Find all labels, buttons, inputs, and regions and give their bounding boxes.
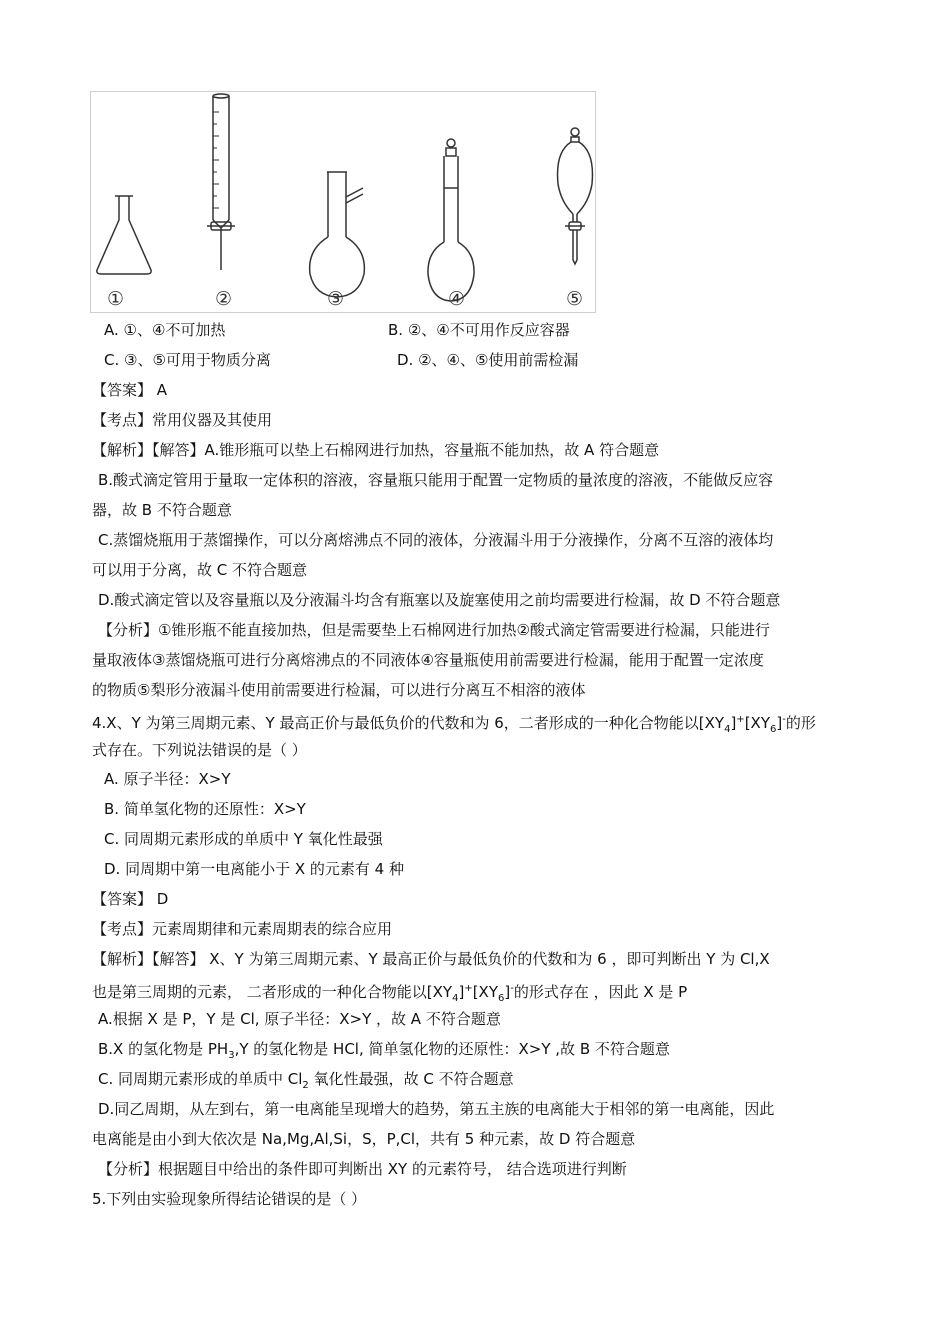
q4-option-c: C. 同周期元素形成的单质中 Y 氧化性最强 — [104, 830, 383, 848]
label-1: ① — [107, 288, 125, 310]
q4-explanation-2: 也是第三周期的元素， 二者形成的一种化合物能以$[XY_4]^+[XY_6]^-$的形式存在 ，因此 X 是 P — [92, 983, 688, 1004]
q3-explanation-5: 可以用于分离，故 C 不符合题意 — [92, 561, 308, 579]
q4-stem-2: 式存在。下列说法错误的是（ ） — [92, 741, 307, 759]
q3-analysis-3: 的物质⑤梨形分液漏斗使用前需要进行检漏，可以进行分离互不相溶的液体 — [92, 681, 586, 699]
q5-stem: 5.下列由实验现象所得结论错误的是（ ） — [92, 1190, 367, 1208]
separatory-funnel-icon — [558, 128, 593, 264]
label-3: ③ — [327, 288, 345, 310]
apparatus-figure — [90, 91, 596, 313]
q3-point: 【考点】常用仪器及其使用 — [92, 411, 273, 429]
q4-option-b: B. 简单氢化物的还原性：X>Y — [104, 800, 306, 818]
q4-point: 【考点】元素周期律和元素周期表的综合应用 — [92, 920, 393, 938]
q3-explanation-3: 器，故 B 不符合题意 — [92, 501, 232, 519]
label-5: ⑤ — [566, 288, 584, 310]
conical-flask-icon — [97, 196, 151, 274]
q3-explanation-2: B.酸式滴定管用于量取一定体积的溶液，容量瓶只能用于配置一定物质的量浓度的溶液，不能做反应容 — [98, 471, 774, 489]
q4-explanation-4: B.X 的氢化物是 $PH_3,Y$ 的氢化物是 HCl, 简单氢化物的还原性：X>Y ,故 B 不符合题意 — [98, 1040, 670, 1061]
q3-explanation-4: C.蒸馏烧瓶用于蒸馏操作，可以分离熔沸点不同的液体，分液漏斗用于分液操作，分离不互溶的液体均 — [98, 531, 774, 549]
burette-icon — [207, 94, 235, 270]
q4-explanation-1: 【解析】【解答】 X、Y 为第三周期元素、Y 最高正价与最低负价的代数和为 6 ，即可判断出 Y 为 Cl,X — [92, 950, 770, 968]
q4-option-a: A. 原子半径：X>Y — [104, 770, 231, 788]
q3-analysis-2: 量取液体③蒸馏烧瓶可进行分离熔沸点的不同液体④容量瓶使用前需要进行检漏，能用于配置一定浓度 — [92, 651, 764, 669]
q3-option-b: B. ②、④不可用作反应容器 — [388, 321, 570, 339]
q3-analysis-1: 【分析】①锥形瓶不能直接加热，但是需要垫上石棉网进行加热②酸式滴定管需要进行检漏，只能进行 — [98, 621, 770, 639]
label-2: ② — [215, 288, 233, 310]
q4-explanation-5: C. 同周期元素形成的单质中 $Cl_2$ 氧化性最强，故 C 不符合题意 — [98, 1070, 514, 1091]
q4-option-d: D. 同周期中第一电离能小于 X 的元素有 4 种 — [104, 860, 404, 878]
volumetric-flask-icon — [428, 139, 474, 301]
q4-explanation-6: D.同乙周期，从左到右，第一电离能呈现增大的趋势，第五主族的电离能大于相邻的第一电离能，因此 — [98, 1100, 775, 1118]
label-4: ④ — [448, 288, 466, 310]
q4-analysis: 【分析】根据题目中给出的条件即可判断出 XY 的元素符号， 结合选项进行判断 — [98, 1160, 627, 1178]
q3-answer: 【答案】 A — [92, 381, 168, 399]
q4-answer: 【答案】 D — [92, 890, 169, 908]
q3-option-a: A. ①、④不可加热 — [104, 321, 226, 339]
q4-explanation-3: A.根据 X 是 P，Y 是 Cl, 原子半径：X>Y ，故 A 不符合题意 — [98, 1010, 501, 1028]
q3-explanation-6: D.酸式滴定管以及容量瓶以及分液漏斗均含有瓶塞以及旋塞使用之前均需要进行检漏，故 D 不符合题意 — [98, 591, 781, 609]
apparatus-drawing — [91, 92, 595, 312]
distilling-flask-icon — [310, 172, 365, 297]
q4-explanation-7: 电离能是由小到大依次是 Na,Mg,Al,Si，S，P,Cl，共有 5 种元素，故 D 符合题意 — [92, 1130, 636, 1148]
q4-stem-1: 4.X、Y 为第三周期元素、Y 最高正价与最低负价的代数和为 6，二者形成的一种化合物能以$[XY_4]^+[XY_6]^-$的形 — [92, 714, 816, 735]
q3-option-d: D. ②、④、⑤使用前需检漏 — [397, 351, 579, 369]
q3-explanation-1: 【解析】【解答】A.锥形瓶可以垫上石棉网进行加热，容量瓶不能加热，故 A 符合题意 — [92, 441, 660, 459]
q3-option-c: C. ③、⑤可用于物质分离 — [104, 351, 271, 369]
